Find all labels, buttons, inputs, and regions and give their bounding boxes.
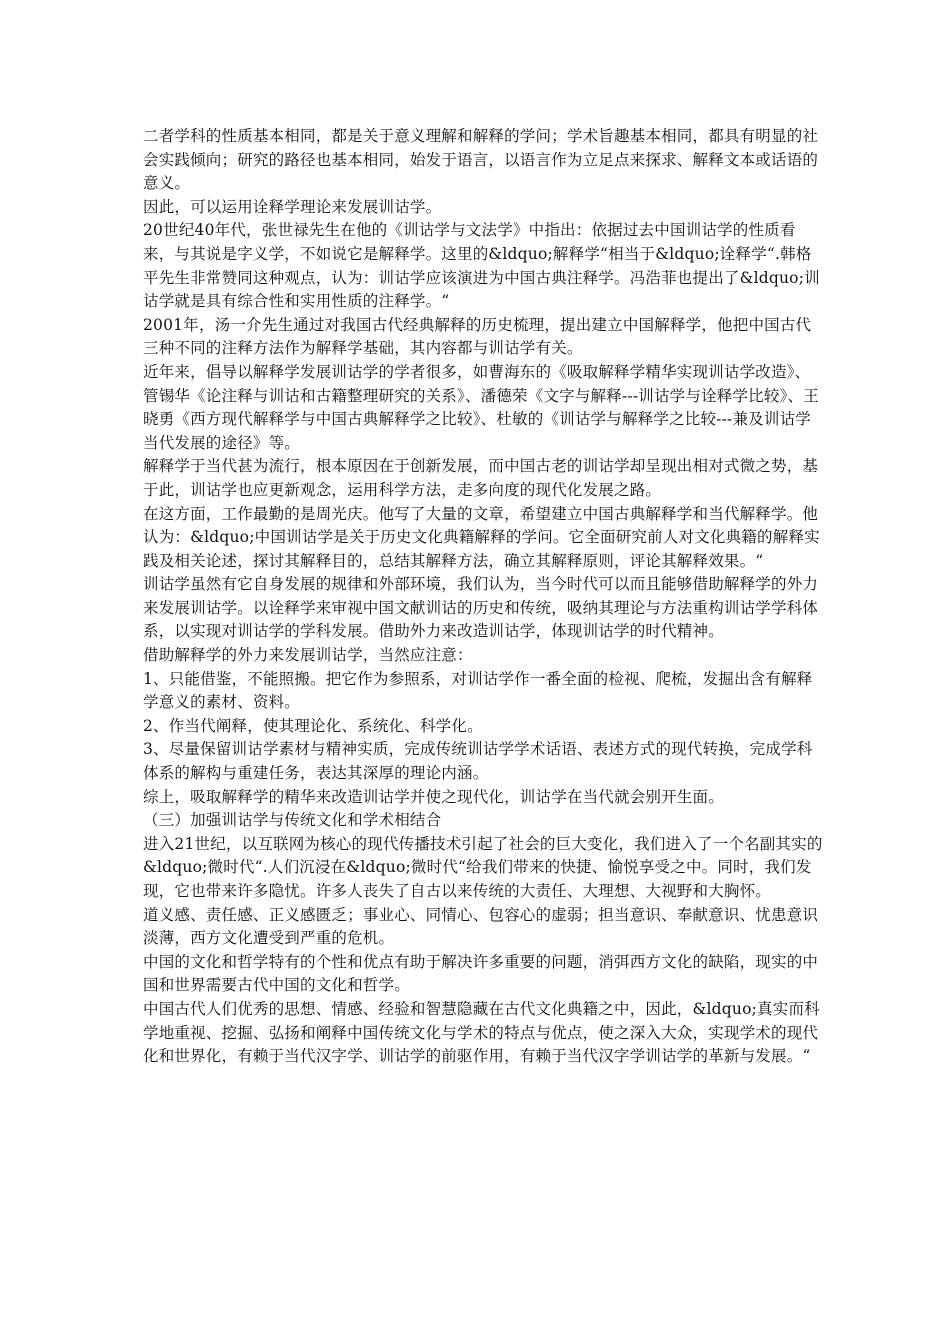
list-item-1: 1、只能借鉴，不能照搬。把它作为参照系，对训诂学作一番全面的检视、爬梳，发掘出含有解释学意义的素材、资料。	[143, 669, 813, 712]
paragraph-11: 进入21世纪，以互联网为核心的现代传播技术引起了社会的巨大变化，我们进入了一个名副其实的&ldquo;微时代“.人们沉浸在&ldquo;微时代“给我们带来的快捷、愉悦享受之中。同时，我们发现，它也带来许多隐忧。许多人丧失了自古以来传统的大责任、大理想、大视野和大胸怀。	[143, 834, 823, 900]
paragraph-3: 20世纪40年代，张世禄先生在他的《训诂学与文法学》中指出：依据过去中国训诂学的性质看来，与其说是字义学，不如说它是解释学。这里的&ldquo;解释学“相当于&ldquo;诠释学“.韩格平先生非常赞同这种观点，认为：训诂学应该演进为中国古典注释学。冯浩菲也提出了&ldquo;训诂学就是具有综合性和实用性质的注释学。“	[143, 221, 820, 311]
paragraph-2: 因此，可以运用诠释学理论来发展训诂学。	[143, 197, 442, 216]
list-item-3: 3、尽量保留训诂学素材与精神实质，完成传统训诂学学术话语、表述方式的现代转换，完成学科体系的解构与重建任务，表达其深厚的理论内涵。	[143, 740, 813, 783]
document-body	[143, 125, 823, 1069]
paragraph-9: 借助解释学的外力来发展训诂学，当然应注意：	[143, 646, 473, 665]
paragraph-7: 在这方面，工作最勤的是周光庆。他写了大量的文章，希望建立中国古典解释学和当代解释学。他认为：&ldquo;中国训诂学是关于历史文化典籍解释的学问。它全面研究前人对文化典籍的解释实践及相关论述，探讨其解释目的，总结其解释方法，确立其解释原则，评论其解释效果。“	[143, 504, 820, 570]
list-item-2: 2、作当代阐释，使其理论化、系统化、科学化。	[143, 716, 483, 735]
paragraph-10: 综上，吸取解释学的精华来改造训诂学并使之现代化，训诂学在当代就会别开生面。	[143, 787, 724, 806]
paragraph-1: 二者学科的性质基本相同，都是关于意义理解和解释的学问；学术旨趣基本相同，都具有明显的社会实践倾向；研究的路径也基本相同，始发于语言，以语言作为立足点来探求、解释文本或话语的意义。	[143, 127, 819, 193]
paragraph-13: 中国的文化和哲学特有的个性和优点有助于解决许多重要的问题，消弭西方文化的缺陷，现实的中国和世界需要古代中国的文化和哲学。	[143, 952, 819, 995]
paragraph-14: 中国古代人们优秀的思想、情感、经验和智慧隐藏在古代文化典籍之中，因此，&ldquo;真实而科学地重视、挖掘、弘扬和阐释中国传统文化与学术的特点与优点，使之深入大众，实现学术的现代化和世界化，有赖于当代汉字学、训诂学的前驱作用，有赖于当代汉字学训诂学的革新与发展。“	[143, 999, 820, 1066]
paragraph-5: 近年来，倡导以解释学发展训诂学的学者很多，如曹海东的《吸取解释学精华实现训诂学改造》、管锡华《论注释与训诂和古籍整理研究的关系》、潘德荣《文字与解释---训诂学与诠释学比较》、王晓勇《西方现代解释学与中国古典解释学之比较》、杜敏的《训诂学与解释学之比较---兼及训诂学当代发展的途径》等。	[143, 362, 819, 452]
paragraph-6: 解释学于当代甚为流行，根本原因在于创新发展，而中国古老的训诂学却呈现出相对式微之势，基于此，训诂学也应更新观念，运用科学方法，走多向度的现代化发展之路。	[143, 457, 819, 499]
section-heading: （三）加强训诂学与传统文化和学术相结合	[143, 811, 442, 830]
paragraph-12: 道义感、责任感、正义感匮乏；事业心、同情心、包容心的虚弱；担当意识、奉献意识、忧患意识淡薄，西方文化遭受到严重的危机。	[143, 905, 819, 948]
paragraph-4: 2001年，汤一介先生通过对我国古代经典解释的历史梳理，提出建立中国解释学，他把中国古代三种不同的注释方法作为解释学基础，其内容都与训诂学有关。	[143, 315, 812, 358]
paragraph-8: 训诂学虽然有它自身发展的规律和外部环境，我们认为，当今时代可以而且能够借助解释学的外力来发展训诂学。以诠释学来审视中国文献训诂的历史和传统，吸纳其理论与方法重构训诂学学科体系，以实现对训诂学的学科发展。借助外力来改造训诂学，体现训诂学的时代精神。	[143, 575, 819, 641]
